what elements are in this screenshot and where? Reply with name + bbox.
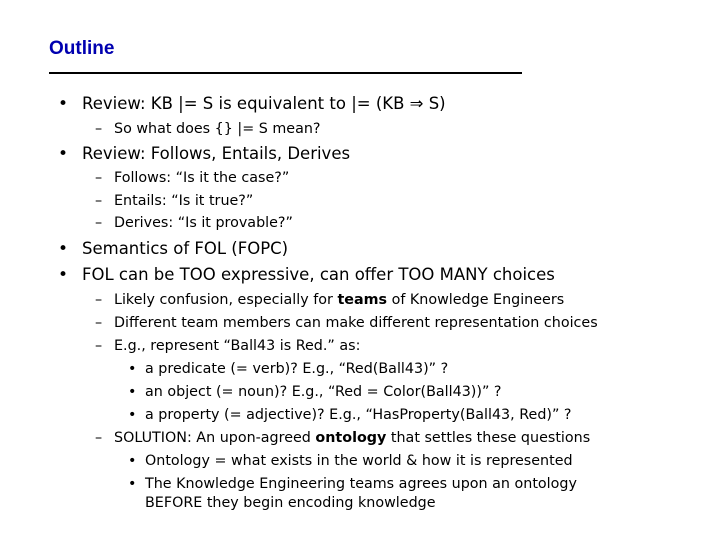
sub-bullet-text: So what does {} |= S mean?	[114, 121, 321, 137]
sub-sub-bullet-text: BEFORE they begin encoding knowledge	[145, 495, 436, 511]
bullet-marker: •	[58, 94, 69, 114]
bullet-marker: •	[128, 407, 137, 423]
bullet-marker: •	[128, 453, 137, 469]
bullet-review-kb	[58, 94, 446, 114]
sub-sub-bullet-teams-agree	[128, 475, 577, 493]
sub-sub-bullet-text: The Knowledge Engineering teams agrees upon an ontology	[145, 476, 577, 492]
bullet-marker: •	[58, 239, 69, 259]
sub-bullet-text: E.g., represent “Ball43 is Red.” as:	[114, 338, 361, 354]
bullet-marker: •	[58, 144, 69, 164]
bullet-text: FOL can be TOO expressive, can offer TOO MANY choices	[82, 265, 555, 284]
sub-sub-bullet-predicate	[128, 360, 449, 378]
sub-bullet-text: Derives: “Is it provable?”	[114, 215, 293, 231]
sub-bullet-solution	[95, 429, 591, 447]
sub-bullet-text-post: of Knowledge Engineers	[387, 292, 565, 308]
dash-marker: –	[95, 430, 103, 446]
dash-marker: –	[95, 292, 103, 308]
sub-bullet-entails	[95, 192, 254, 210]
sub-bullet-team-members	[95, 314, 598, 332]
title-rule	[49, 72, 522, 74]
sub-sub-bullet-text: an object (= noun)? E.g., “Red = Color(Ball43))” ?	[145, 384, 502, 400]
dash-marker: –	[95, 338, 103, 354]
sub-bullet-text-pre: SOLUTION: An upon-agreed	[114, 430, 316, 446]
sub-sub-bullet-object	[128, 383, 502, 401]
dash-marker: –	[95, 193, 103, 209]
bullet-marker: •	[58, 265, 69, 285]
sub-sub-bullet-text: a predicate (= verb)? E.g., “Red(Ball43)” ?	[145, 361, 449, 377]
bullet-marker: •	[128, 384, 137, 400]
dash-marker: –	[95, 121, 103, 137]
sub-bullet-text: Entails: “Is it true?”	[114, 193, 254, 209]
sub-bullet-text: Different team members can make different representation choices	[114, 315, 598, 331]
dash-marker: –	[95, 315, 103, 331]
bullet-fol-expressive	[58, 265, 555, 285]
slide-title: Outline	[49, 38, 115, 59]
bullet-semantics-fol	[58, 239, 289, 259]
sub-sub-bullet-ontology-def	[128, 452, 573, 470]
sub-bullet-text: Follows: “Is it the case?”	[114, 170, 290, 186]
dash-marker: –	[95, 215, 103, 231]
bullet-text: Semantics of FOL (FOPC)	[82, 239, 289, 258]
sub-bullet-text-pre: Likely confusion, especially for	[114, 292, 338, 308]
bullet-text: Review: KB |= S is equivalent to |= (KB ⇒ S)	[82, 94, 446, 113]
sub-bullet-follows	[95, 169, 290, 187]
sub-bullet-empty-kb	[95, 120, 321, 138]
dash-marker: –	[95, 170, 103, 186]
sub-sub-bullet-text: Ontology = what exists in the world & how it is represented	[145, 453, 573, 469]
sub-bullet-example	[95, 337, 361, 355]
sub-bullet-bold-teams: teams	[337, 292, 388, 308]
sub-bullet-text-post: that settles these questions	[386, 430, 591, 446]
sub-sub-bullet-text: a property (= adjective)? E.g., “HasProperty(Ball43, Red)” ?	[145, 407, 572, 423]
sub-bullet-derives	[95, 214, 293, 232]
bullet-text: Review: Follows, Entails, Derives	[82, 144, 351, 163]
bullet-marker: •	[128, 476, 137, 492]
bullet-review-follows	[58, 144, 351, 164]
sub-sub-bullet-continuation	[145, 494, 436, 512]
bullet-marker: •	[128, 361, 137, 377]
sub-sub-bullet-property	[128, 406, 572, 424]
sub-bullet-confusion	[95, 291, 565, 309]
sub-bullet-bold-ontology: ontology	[315, 430, 387, 446]
